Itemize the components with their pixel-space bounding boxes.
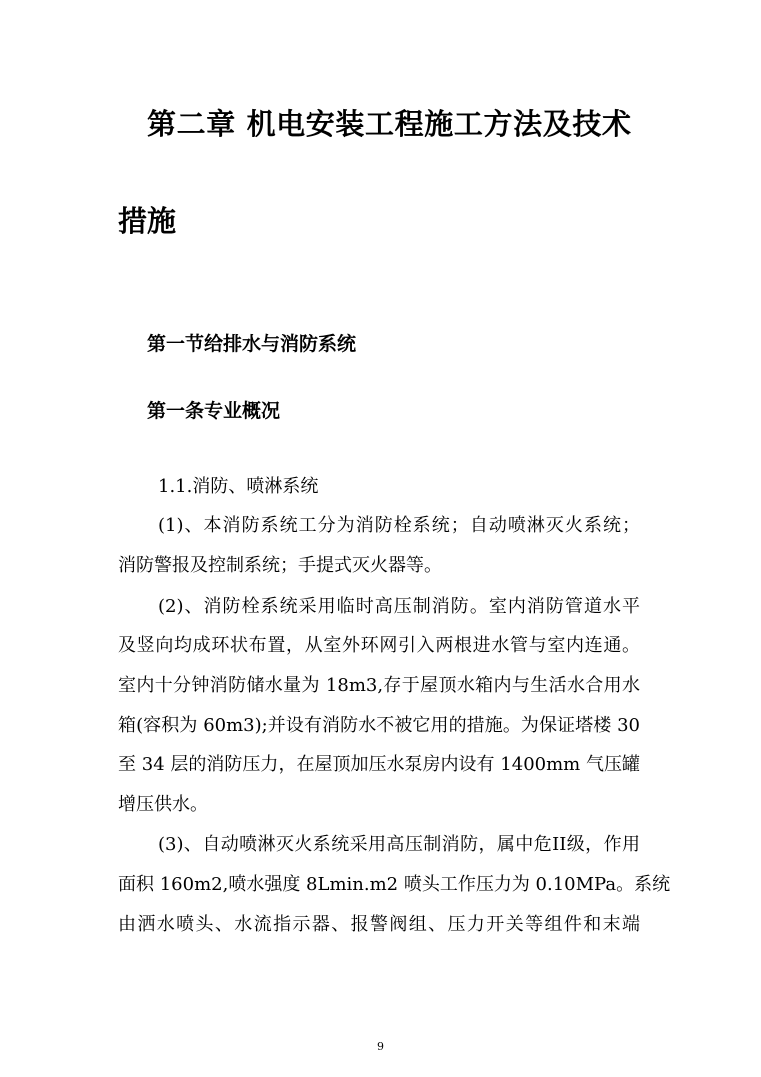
paragraph-line: 至 34 层的消防压力，在屋顶加压水泵房内设有 1400mm 气压罐: [118, 754, 640, 775]
paragraph-line: 室内十分钟消防储水量为 18m3,存于屋顶水箱内与生活水合用水: [118, 675, 640, 696]
paragraph-line: 由洒水喷头、水流指示器、报警阀组、压力开关等组件和末端: [118, 914, 640, 935]
subsection-heading: 1.1.消防、喷淋系统: [158, 476, 319, 497]
paragraph-line: (3)、自动喷淋灭火系统采用高压制消防，属中危II级，作用: [158, 834, 640, 855]
chapter-title-line-1: 第二章 机电安装工程施工方法及技术: [147, 107, 631, 141]
paragraph-line: (2)、消防栓系统采用临时高压制消防。室内消防管道水平: [158, 596, 640, 617]
paragraph-line: 面积 160m2,喷水强度 8Lmin.m2 喷头工作压力为 0.10MPa。系统: [118, 874, 671, 895]
paragraph-line: (1)、本消防系统工分为消防栓系统；自动喷淋灭火系统；: [158, 515, 640, 536]
section-heading: 第一节给排水与消防系统: [147, 333, 357, 355]
paragraph-line: 消防警报及控制系统；手提式灭火器等。: [118, 555, 442, 576]
page-number: 9: [377, 1040, 384, 1053]
paragraph-line: 箱(容积为 60m3);并设有消防水不被它用的措施。为保证塔楼 30: [118, 715, 640, 736]
chapter-title-line-2: 措施: [118, 204, 177, 238]
paragraph-line: 增压供水。: [118, 794, 208, 815]
article-heading: 第一条专业概况: [147, 400, 281, 422]
paragraph-line: 及竖向均成环状布置，从室外环网引入两根进水管与室内连通。: [118, 635, 640, 656]
